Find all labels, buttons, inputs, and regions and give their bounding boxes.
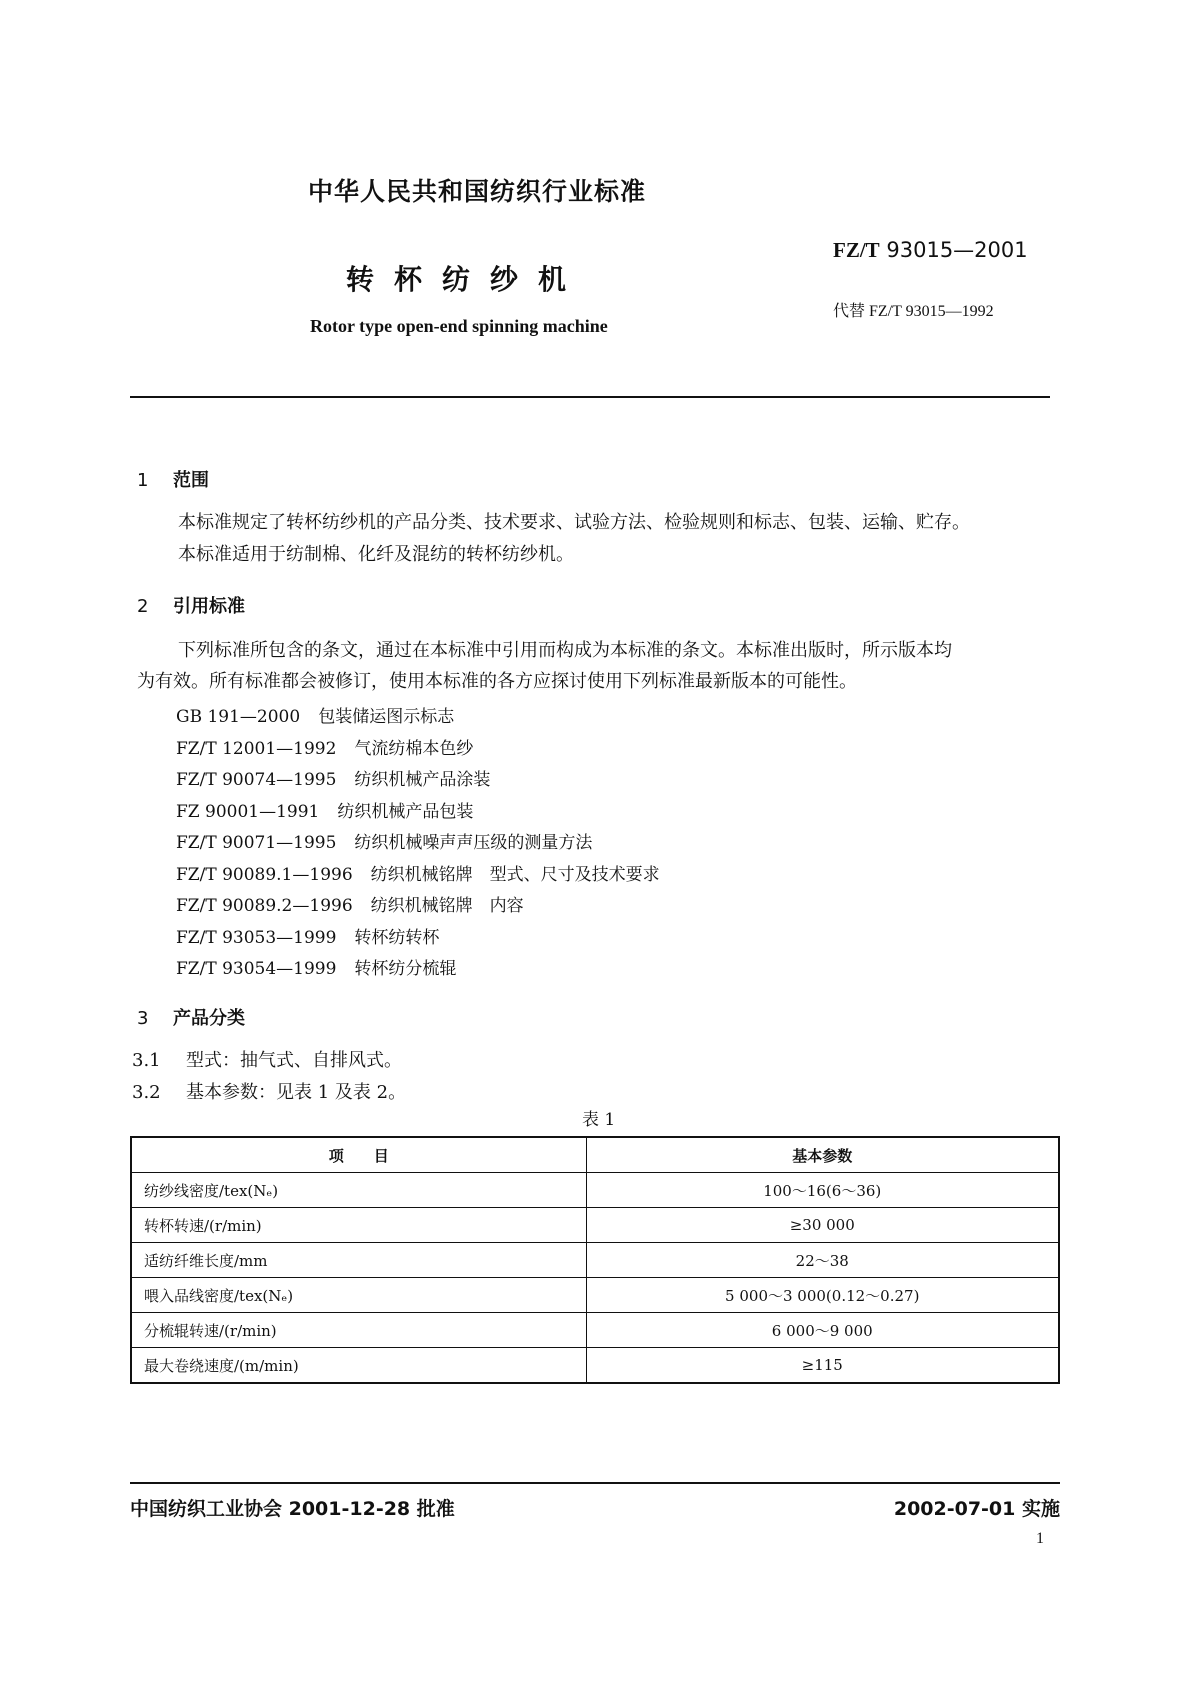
- reference-item: FZ/T 93054—1999 转杯纺分梳辊: [176, 959, 457, 979]
- table-row: [131, 1278, 1059, 1313]
- reference-item: FZ/T 90089.2—1996 纺织机械铭牌 内容: [176, 896, 524, 916]
- section-1-paragraph-2: 本标准适用于纺制棉、化纤及混纺的转杯纺纱机。: [178, 544, 574, 565]
- footer-divider: [130, 1482, 1060, 1484]
- standard-code: 93015—2001: [886, 238, 1028, 262]
- reference-item: FZ/T 93053—1999 转杯纺转杯: [176, 928, 440, 948]
- table-cell-value: 22～38: [586, 1243, 1059, 1278]
- reference-item: FZ/T 12001—1992 气流纺棉本色纱: [176, 739, 474, 759]
- table-cell-value: ≥115: [586, 1348, 1059, 1384]
- table-cell-value: 5 000～3 000(0.12～0.27): [586, 1278, 1059, 1313]
- table-row: [131, 1348, 1059, 1384]
- table-cell-value: 6 000～9 000: [586, 1313, 1059, 1348]
- effective-date: 2002-07-01 实施: [893, 1498, 1060, 1520]
- table-cell-value: ≥30 000: [586, 1208, 1059, 1243]
- document-title-english: Rotor type open-end spinning machine: [310, 316, 608, 336]
- table-cell-item: 纺纱线密度/tex(Nₑ): [131, 1173, 586, 1208]
- header-divider: [130, 396, 1050, 398]
- table-header-row: [131, 1137, 1059, 1173]
- reference-item: GB 191—2000 包装储运图示标志: [176, 707, 455, 727]
- org-title: 中华人民共和国纺织行业标准: [308, 177, 647, 206]
- section-2-paragraph-line-2: 为有效。所有标准都会被修订，使用本标准的各方应探讨使用下列标准最新版本的可能性。: [137, 671, 857, 692]
- table-row: [131, 1313, 1059, 1348]
- table-row: [131, 1208, 1059, 1243]
- table-row: [131, 1173, 1059, 1208]
- section-2-heading: 2 引用标准: [137, 596, 245, 617]
- standard-prefix: FZ/T: [833, 238, 880, 262]
- section-1-heading: 1 范围: [137, 470, 209, 491]
- table-cell-item: 分梳辊转速/(r/min): [131, 1313, 586, 1348]
- reference-item: FZ/T 90074—1995 纺织机械产品涂装: [176, 770, 491, 790]
- clause-3-1: 3.1 型式：抽气式、自排风式。: [132, 1050, 402, 1071]
- table-cell-item: 最大卷绕速度/(m/min): [131, 1348, 586, 1384]
- clause-3-2: 3.2 基本参数：见表 1 及表 2。: [132, 1082, 407, 1103]
- reference-item: FZ/T 90089.1—1996 纺织机械铭牌 型式、尺寸及技术要求: [176, 865, 660, 885]
- replaces-standard: 代替 FZ/T 93015—1992: [833, 303, 994, 320]
- table-header-value: 基本参数: [586, 1137, 1059, 1173]
- reference-item: FZ/T 90071—1995 纺织机械噪声声压级的测量方法: [176, 833, 593, 853]
- table-cell-item: 喂入品线密度/tex(Nₑ): [131, 1278, 586, 1313]
- reference-item: FZ 90001—1991 纺织机械产品包装: [176, 802, 474, 822]
- parameter-table: [130, 1136, 1060, 1384]
- page-number: 1: [1036, 1530, 1044, 1547]
- section-2-paragraph-line-1: 下列标准所包含的条文，通过在本标准中引用而构成为本标准的条文。本标准出版时，所示版本均: [178, 640, 952, 661]
- table-caption: 表 1: [582, 1110, 616, 1130]
- table-cell-value: 100～16(6～36): [586, 1173, 1059, 1208]
- document-title: 转杯纺纱机: [346, 263, 587, 296]
- table-row: [131, 1243, 1059, 1278]
- table-header-item: 项 目: [131, 1137, 586, 1173]
- section-3-heading: 3 产品分类: [137, 1008, 245, 1029]
- standard-number: [833, 238, 1028, 263]
- approval-date: 中国纺织工业协会 2001-12-28 批准: [130, 1498, 455, 1520]
- section-1-paragraph-1: 本标准规定了转杯纺纱机的产品分类、技术要求、试验方法、检验规则和标志、包装、运输、贮存。: [178, 512, 970, 533]
- table-cell-item: 转杯转速/(r/min): [131, 1208, 586, 1243]
- table-cell-item: 适纺纤维长度/mm: [131, 1243, 586, 1278]
